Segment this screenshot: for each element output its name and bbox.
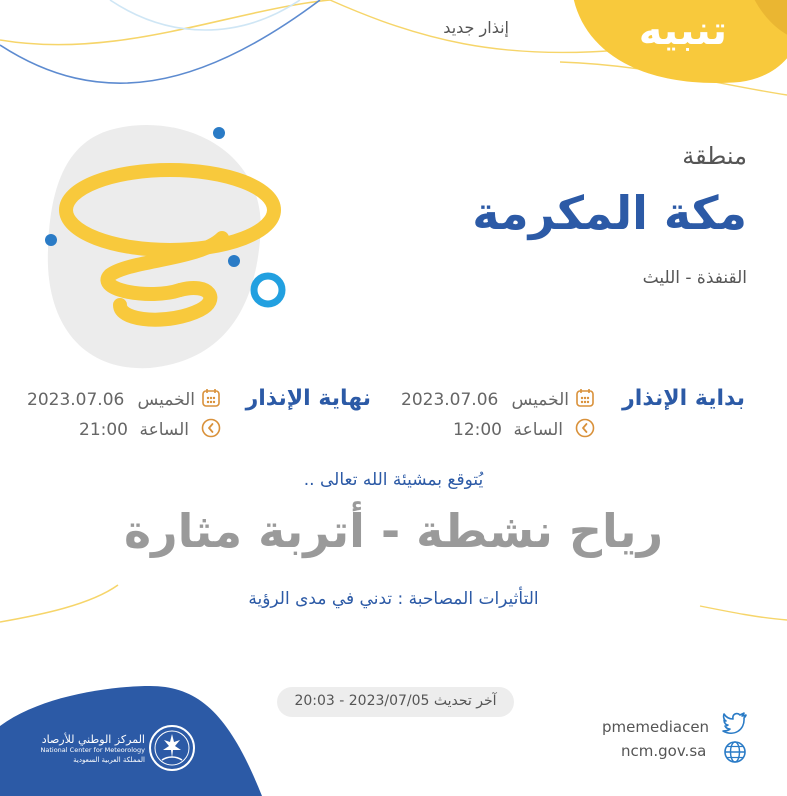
org-country-arabic: المملكة العربية السعودية (73, 756, 145, 764)
start-title: بداية الإنذار (622, 386, 745, 411)
end-title: نهاية الإنذار (245, 386, 371, 411)
new-alert-label: إنذار جديد (443, 18, 509, 37)
twitter-icon[interactable] (722, 712, 748, 734)
region-areas: القنفذة - الليث (642, 268, 747, 288)
last-update-text: آخر تحديث 2023/07/05 - 20:03 (294, 693, 497, 709)
start-time-label: الساعة (513, 420, 563, 440)
end-time-label: الساعة (139, 420, 189, 440)
start-date: 2023.07.06 (401, 390, 499, 410)
clock-icon (201, 418, 221, 438)
calendar-icon (575, 388, 595, 408)
globe-icon[interactable] (723, 740, 747, 764)
region-label: منطقة (682, 142, 747, 170)
forecast-headline: رياح نشطة - أتربة مثارة (123, 504, 664, 558)
clock-icon (575, 418, 595, 438)
calendar-icon (201, 388, 221, 408)
alert-badge-title: تنبيه (638, 8, 727, 54)
region-name: مكة المكرمة (472, 186, 747, 240)
forecast-effects: التأثيرات المصاحبة : تدني في مدى الرؤية (248, 589, 539, 609)
end-day: الخميس (137, 390, 195, 410)
start-day: الخميس (511, 390, 569, 410)
forecast-intro: يُتوقع بمشيئة الله تعالى .. (303, 470, 484, 490)
org-name-english: National Center for Meteorology (40, 746, 145, 754)
ncm-logo-icon (148, 724, 196, 772)
website-link[interactable]: ncm.gov.sa (621, 742, 707, 760)
org-name-arabic: المركز الوطني للأرصاد (41, 733, 145, 746)
tornado-icon (40, 110, 300, 380)
end-date: 2023.07.06 (27, 390, 125, 410)
end-time: 21:00 (79, 420, 128, 440)
twitter-handle[interactable]: pmemediacen (602, 718, 710, 736)
start-time: 12:00 (453, 420, 502, 440)
